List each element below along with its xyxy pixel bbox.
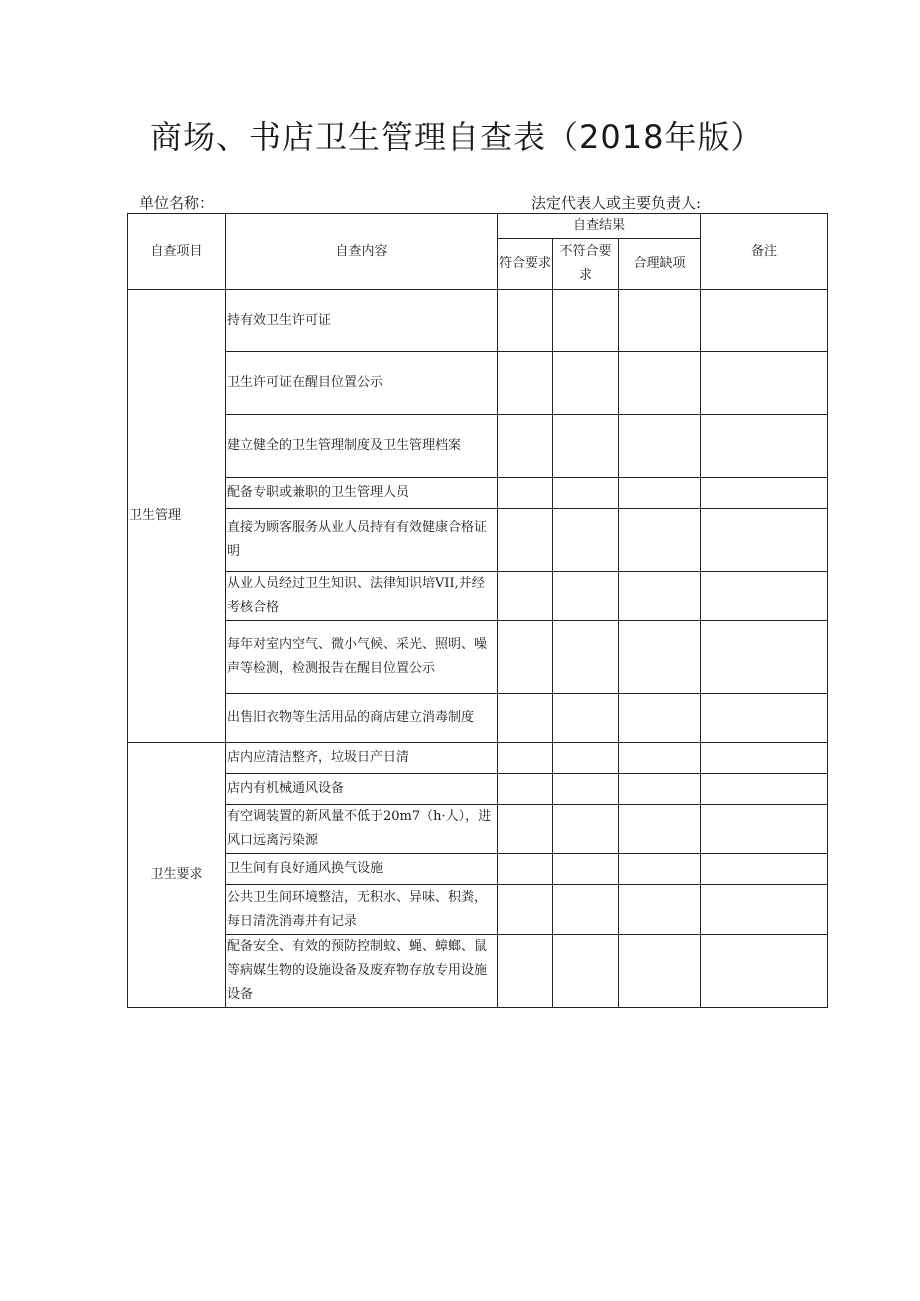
item-cell: 配备专职或兼职的卫生管理人员 xyxy=(226,478,498,509)
remarks-cell[interactable] xyxy=(701,854,828,885)
missing-cell[interactable] xyxy=(619,805,701,854)
meet-cell[interactable] xyxy=(498,694,553,743)
meet-cell[interactable] xyxy=(498,572,553,621)
meet-cell[interactable] xyxy=(498,352,553,415)
item-cell: 配备安全、有效的预防控制蚊、蝇、蟑螂、鼠等病媒生物的设施设备及废弃物存放专用设施设备 xyxy=(226,935,498,1008)
item-cell: 每年对室内空气、微小气候、采光、照明、噪声等检测，检测报告在醒目位置公示 xyxy=(226,621,498,694)
remarks-cell[interactable] xyxy=(701,352,828,415)
not-meet-cell[interactable] xyxy=(553,885,619,935)
not-meet-cell[interactable] xyxy=(553,743,619,774)
missing-cell[interactable] xyxy=(619,694,701,743)
header-result: 自查结果 xyxy=(498,214,701,239)
header-project: 自查项目 xyxy=(128,214,226,290)
not-meet-cell[interactable] xyxy=(553,290,619,352)
category-cell: 卫生管理 xyxy=(128,290,226,743)
item-cell: 卫生许可证在醒目位置公示 xyxy=(226,352,498,415)
table-row xyxy=(128,694,828,743)
not-meet-cell[interactable] xyxy=(553,935,619,1008)
unit-name-label: 单位名称： xyxy=(139,194,215,212)
category-cell: 卫生要求 xyxy=(128,743,226,1008)
meet-cell[interactable] xyxy=(498,885,553,935)
table-row xyxy=(128,572,828,621)
not-meet-cell[interactable] xyxy=(553,352,619,415)
missing-cell[interactable] xyxy=(619,885,701,935)
remarks-cell[interactable] xyxy=(701,805,828,854)
remarks-cell[interactable] xyxy=(701,290,828,352)
missing-cell[interactable] xyxy=(619,415,701,478)
missing-cell[interactable] xyxy=(619,572,701,621)
table-row xyxy=(128,774,828,805)
meet-cell[interactable] xyxy=(498,478,553,509)
missing-cell[interactable] xyxy=(619,774,701,805)
not-meet-cell[interactable] xyxy=(553,478,619,509)
missing-cell[interactable] xyxy=(619,935,701,1008)
table-row xyxy=(128,854,828,885)
table-row xyxy=(128,290,828,352)
not-meet-cell[interactable] xyxy=(553,805,619,854)
self-inspection-table xyxy=(127,213,828,1008)
not-meet-cell[interactable] xyxy=(553,774,619,805)
remarks-cell[interactable] xyxy=(701,572,828,621)
missing-cell[interactable] xyxy=(619,621,701,694)
item-cell: 卫生间有良好通风换气设施 xyxy=(226,854,498,885)
remarks-cell[interactable] xyxy=(701,478,828,509)
meet-cell[interactable] xyxy=(498,774,553,805)
not-meet-cell[interactable] xyxy=(553,854,619,885)
meet-cell[interactable] xyxy=(498,509,553,572)
missing-cell[interactable] xyxy=(619,509,701,572)
not-meet-cell[interactable] xyxy=(553,621,619,694)
header-not-meet: 不符合要求 xyxy=(553,239,619,290)
item-cell: 公共卫生间环境整洁，无积水、异味、积粪，每日清洗消毒并有记录 xyxy=(226,885,498,935)
meet-cell[interactable] xyxy=(498,854,553,885)
table-row xyxy=(128,478,828,509)
missing-cell[interactable] xyxy=(619,352,701,415)
remarks-cell[interactable] xyxy=(701,935,828,1008)
item-cell: 出售旧衣物等生活用品的商店建立消毒制度 xyxy=(226,694,498,743)
remarks-cell[interactable] xyxy=(701,509,828,572)
header-meet: 符合要求 xyxy=(498,239,553,290)
header-reasonable-missing: 合理缺项 xyxy=(619,239,701,290)
item-cell: 建立健全的卫生管理制度及卫生管理档案 xyxy=(226,415,498,478)
remarks-cell[interactable] xyxy=(701,885,828,935)
item-cell: 有空调装置的新风量不低于20m7（h·人），进风口远离污染源 xyxy=(226,805,498,854)
remarks-cell[interactable] xyxy=(701,774,828,805)
not-meet-cell[interactable] xyxy=(553,694,619,743)
missing-cell[interactable] xyxy=(619,478,701,509)
missing-cell[interactable] xyxy=(619,854,701,885)
item-cell: 持有效卫生许可证 xyxy=(226,290,498,352)
meet-cell[interactable] xyxy=(498,415,553,478)
table-row xyxy=(128,415,828,478)
meet-cell[interactable] xyxy=(498,805,553,854)
table-row xyxy=(128,509,828,572)
meet-cell[interactable] xyxy=(498,621,553,694)
remarks-cell[interactable] xyxy=(701,415,828,478)
not-meet-cell[interactable] xyxy=(553,572,619,621)
table-row xyxy=(128,805,828,854)
item-cell: 直接为顾客服务从业人员持有有效健康合格证明 xyxy=(226,509,498,572)
item-cell: 店内有机械通风设备 xyxy=(226,774,498,805)
legal-representative-label: 法定代表人或主要负责人: xyxy=(531,194,702,212)
meet-cell[interactable] xyxy=(498,935,553,1008)
table-row xyxy=(128,352,828,415)
not-meet-cell[interactable] xyxy=(553,509,619,572)
remarks-cell[interactable] xyxy=(701,743,828,774)
meet-cell[interactable] xyxy=(498,743,553,774)
remarks-cell[interactable] xyxy=(701,694,828,743)
meet-cell[interactable] xyxy=(498,290,553,352)
not-meet-cell[interactable] xyxy=(553,415,619,478)
header-content: 自查内容 xyxy=(226,214,498,290)
missing-cell[interactable] xyxy=(619,743,701,774)
page-title: 商场、书店卫生管理自查表（2018年版） xyxy=(150,118,764,156)
remarks-cell[interactable] xyxy=(701,621,828,694)
item-cell: 店内应清洁整齐，垃圾日产日清 xyxy=(226,743,498,774)
item-cell: 从业人员经过卫生知识、法律知识培VII,并经考核合格 xyxy=(226,572,498,621)
table-row xyxy=(128,885,828,935)
header-remarks: 备注 xyxy=(701,214,828,290)
table-row xyxy=(128,935,828,1008)
table-row xyxy=(128,621,828,694)
table-row xyxy=(128,743,828,774)
missing-cell[interactable] xyxy=(619,290,701,352)
